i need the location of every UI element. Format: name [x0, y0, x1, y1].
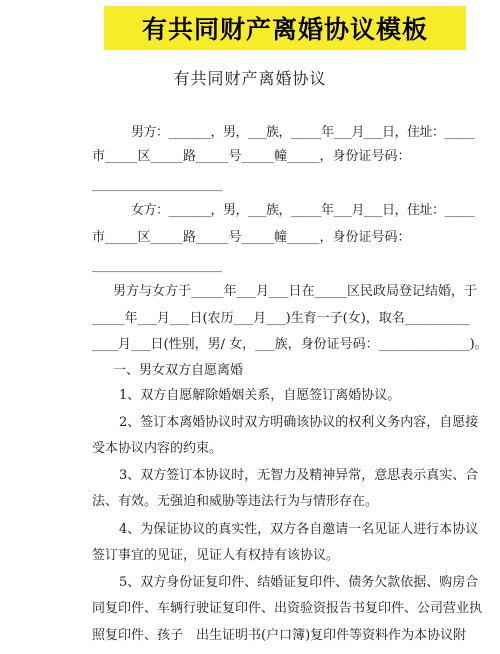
paragraph-line: 市_____区_____路_____号_____幢_____，身份证号码：	[92, 149, 411, 164]
paragraph-line: 5、双方身份证复印件、结婚证复印件、债务欠款依据、购房合	[119, 575, 479, 590]
paragraph-line: 2、签订本离婚协议时双方明确该协议的权利义务内容，自愿接	[119, 415, 479, 430]
paragraph-line: 男方与女方于_____年___月___日在_____区民政局登记结婚，于	[113, 284, 478, 299]
paragraph-line: 同复印件、车辆行驶证复印件、出资验资报告书复印件、公司营业执	[92, 601, 483, 616]
paragraph-line: 男方：_______，男，___族，_____年___月___日，住址：_____	[131, 125, 475, 140]
paragraph-line: ____月___日(性别，男/ 女，___族，身份证号码：______________)。	[92, 337, 488, 352]
paragraph-line: 照复印件、孩子 出生证明书(户口簿)复印件等资料作为本协议附	[92, 628, 467, 643]
paragraph-line: 女方：_______，男，___族，_____年___月___日，住址：_____	[131, 203, 475, 218]
document-title: 有共同财产离婚协议	[173, 69, 327, 88]
paragraph-line: 市_____区_____路_____号_____幢_____，身份证号码：	[92, 230, 411, 245]
paragraph-line: 法、有效。无强迫和威胁等违法行为与情形存在。	[92, 494, 379, 509]
section-heading: 一、男女双方自愿离婚	[113, 363, 244, 378]
paragraph-line: 3、双方签订本协议时，无智力及精神异常，意思表示真实、合	[119, 468, 479, 483]
paragraph-line: ____________________	[92, 258, 222, 273]
paragraph-line: _____年___月___日(农历___月___)生育一子(女)，取名__________	[92, 311, 470, 326]
title-banner	[104, 6, 466, 50]
paragraph-line: 1、双方自愿解除婚姻关系，自愿签订离婚协议。	[119, 388, 401, 403]
paragraph-line: 签订事宜的见证，见证人有权持有该协议。	[92, 548, 340, 563]
paragraph-line: ____________________	[92, 177, 222, 192]
paragraph-line: 受本协议内容的约束。	[92, 441, 223, 456]
banner-title: 有共同财产离婚协议模板	[141, 15, 428, 44]
paragraph-line: 4、为保证协议的真实性，双方各自邀请一名见证人进行本协议	[119, 522, 479, 537]
